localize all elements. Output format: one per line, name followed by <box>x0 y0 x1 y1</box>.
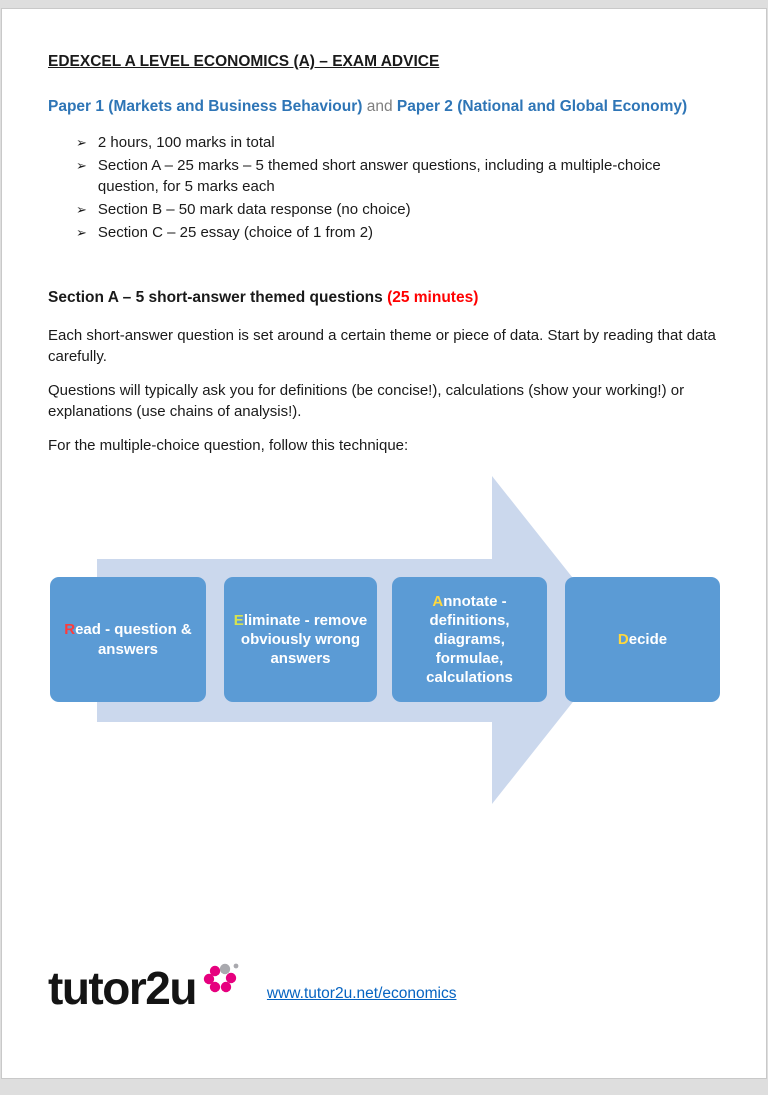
step-rest-text: ecide <box>628 630 668 648</box>
list-item-text: Section C – 25 essay (choice of 1 from 2) <box>97 224 374 241</box>
footer-link[interactable]: www.tutor2u.net/economics <box>266 985 457 1002</box>
step-box-decide <box>565 577 720 702</box>
papers-heading <box>48 98 720 116</box>
step-rest-text: liminate - remove obviously wrong answers <box>240 611 368 668</box>
list-item <box>76 199 720 220</box>
step-label <box>400 592 539 688</box>
section-a-heading-text: Section A – 5 short-answer themed questions <box>48 289 388 306</box>
list-item-text: 2 hours, 100 marks in total <box>97 134 275 151</box>
section-a-time: (25 minutes) <box>387 289 479 306</box>
step-rest-text: nnotate - definitions, diagrams, formulae, calculations <box>426 592 513 687</box>
step-box-read <box>50 577 206 702</box>
papers-connector: and <box>362 98 397 115</box>
question-types-paragraph: Questions will typically ask you for definitions (be concise!), calculations (show your working!) or explanations (use chains of analysis!). <box>48 382 685 420</box>
step-label <box>58 620 198 658</box>
arrow-bullet-icon: ➢ <box>76 202 87 217</box>
step-box-annotate <box>392 577 547 702</box>
step-label <box>232 611 369 669</box>
flower-icon <box>201 961 241 1001</box>
technique-intro-paragraph: For the multiple-choice question, follow this technique: <box>48 437 409 454</box>
tutor2u-logo <box>48 962 241 1014</box>
arrow-bullet-icon: ➢ <box>76 158 87 173</box>
exam-structure-list <box>76 132 720 243</box>
section-a-heading <box>48 289 720 307</box>
step-box-eliminate <box>224 577 377 702</box>
step-first-letter: E <box>233 611 244 629</box>
footer <box>48 962 457 1014</box>
step-first-letter: A <box>432 592 444 610</box>
arrow-bullet-icon: ➢ <box>76 135 87 150</box>
paper1-heading: Paper 1 (Markets and Business Behaviour) <box>48 98 363 115</box>
intro-paragraph: Each short-answer question is set around a certain theme or piece of data. Start by reading that data carefully. <box>48 327 716 365</box>
list-item <box>76 132 720 153</box>
step-label <box>618 630 667 649</box>
paper2-heading: Paper 2 (National and Global Economy) <box>396 98 688 115</box>
list-item <box>76 222 720 243</box>
step-rest-text: ead - question & answers <box>75 621 192 658</box>
document-page <box>1 8 767 1079</box>
read-eliminate-annotate-decide-diagram <box>48 476 724 806</box>
page-title: EDEXCEL A LEVEL ECONOMICS (A) – EXAM ADVICE <box>48 53 440 70</box>
step-first-letter: R <box>64 621 76 639</box>
step-first-letter: D <box>617 630 629 648</box>
list-item-text: Section B – 50 mark data response (no choice) <box>97 201 411 218</box>
arrow-bullet-icon: ➢ <box>76 225 87 240</box>
tutor2u-logo-text: tutor2u <box>48 962 196 1014</box>
list-item-text: Section A – 25 marks – 5 themed short answer questions, including a multiple-choice question, for 5 marks each <box>97 157 661 195</box>
document-content <box>2 9 766 806</box>
list-item <box>76 155 720 197</box>
